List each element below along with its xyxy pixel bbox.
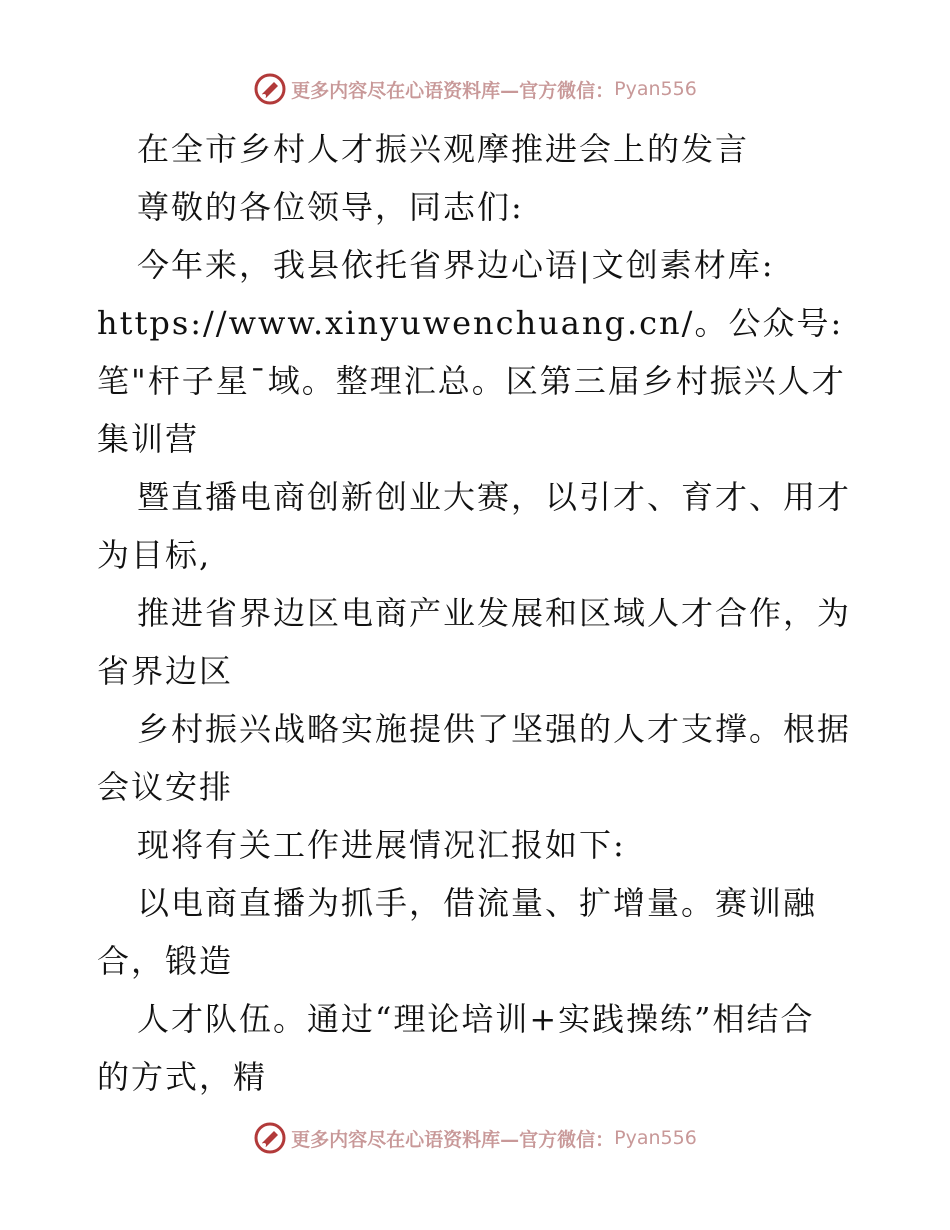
header-watermark xyxy=(0,72,950,106)
text-line: 暨直播电商创新创业大赛，以引才、育才、用才 xyxy=(137,478,852,516)
banner-contact: Pyan556 xyxy=(614,1127,697,1149)
text-line: 笔"杆子星¯域。整理汇总。区第三届乡村振兴人才 xyxy=(97,362,846,400)
text-line: 现将有关工作进展情况汇报如下: xyxy=(137,826,626,864)
banner-text: 更多内容尽在心语资料库—官方微信： xyxy=(291,1128,615,1151)
text-line: 推进省界边区电商产业发展和区域人才合作，为 xyxy=(137,594,852,632)
document-body xyxy=(97,120,857,1106)
text-line: 为目标, xyxy=(97,536,212,574)
text-line: 会议安排 xyxy=(97,768,234,806)
brand-logo-icon xyxy=(253,72,287,106)
brand-logo-icon xyxy=(253,1121,287,1155)
text-line: 尊敬的各位领导，同志们: xyxy=(137,188,524,226)
banner-contact: Pyan556 xyxy=(614,78,697,100)
text-line: 以电商直播为抓手，借流量、扩增量。赛训融 xyxy=(137,884,818,922)
text-line: 合，锻造 xyxy=(97,942,234,980)
text-line: 在全市乡村人才振兴观摩推进会上的发言 xyxy=(137,130,750,168)
footer-watermark xyxy=(0,1121,950,1155)
text-line: 集训营 xyxy=(97,420,200,458)
text-line: 乡村振兴战略实施提供了坚强的人才支撑。根据 xyxy=(137,710,852,748)
banner-text: 更多内容尽在心语资料库—官方微信： xyxy=(291,79,615,102)
text-line: 的方式，精 xyxy=(97,1058,268,1096)
text-line: https://www.xinyuwenchuang.cn/。公众号: xyxy=(97,304,844,342)
text-line: 今年来，我县依托省界边心语|文创素材库: xyxy=(137,246,775,284)
text-line: 人才队伍。通过“理论培训+实践操练”相结合 xyxy=(137,1000,815,1038)
text-line: 省界边区 xyxy=(97,652,234,690)
